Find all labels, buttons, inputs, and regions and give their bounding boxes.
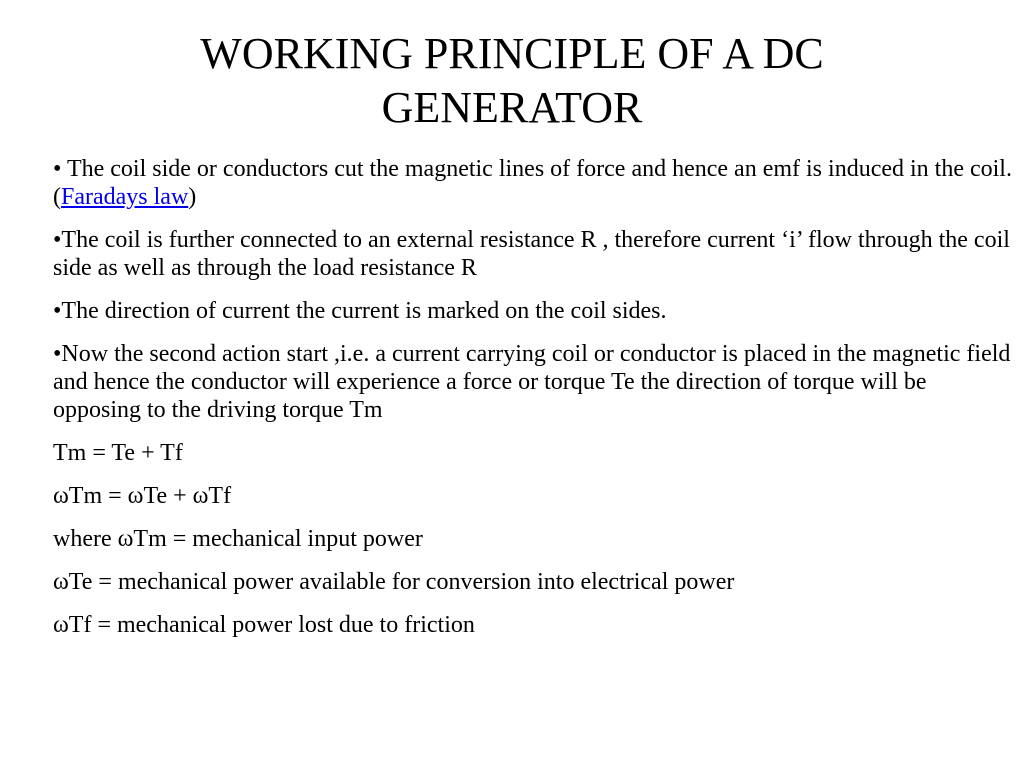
- equation-torque: Tm = Te + Tf: [53, 440, 183, 466]
- paragraph-text-end: ): [188, 184, 197, 210]
- slide-title: WORKING PRINCIPLE OF A DC GENERATOR: [200, 29, 824, 132]
- faradays-law-link[interactable]: Faradays law: [61, 184, 189, 210]
- paragraph-second-action: •Now the second action start ,i.e. a current carrying coil or conductor is placed in the magnetic field and hence the conductor will experience a force or torque Te the direction of torque will be opposing to the driving torque Tm: [53, 341, 1011, 423]
- equation-power: ωTm = ωTe + ωTf: [53, 483, 232, 509]
- definition-friction-loss: ωTf = mechanical power lost due to friction: [53, 612, 475, 638]
- definition-input-power: where ωTm = mechanical input power: [53, 526, 423, 552]
- slide-body: [53, 155, 1013, 654]
- paragraph-text: • The coil side or conductors cut the magnetic lines of force and hence an emf is induced in the coil.(: [53, 156, 1012, 210]
- definition-electrical-power: ωTe = mechanical power available for conversion into electrical power: [53, 569, 735, 595]
- paragraph-external-resistance: •The coil is further connected to an external resistance R , therefore current ‘i’ flow through the coil side as well as through the load resistance R: [53, 227, 1010, 281]
- paragraph-current-direction: •The direction of current the current is marked on the coil sides.: [53, 298, 667, 324]
- paragraph-faraday: [53, 155, 1013, 211]
